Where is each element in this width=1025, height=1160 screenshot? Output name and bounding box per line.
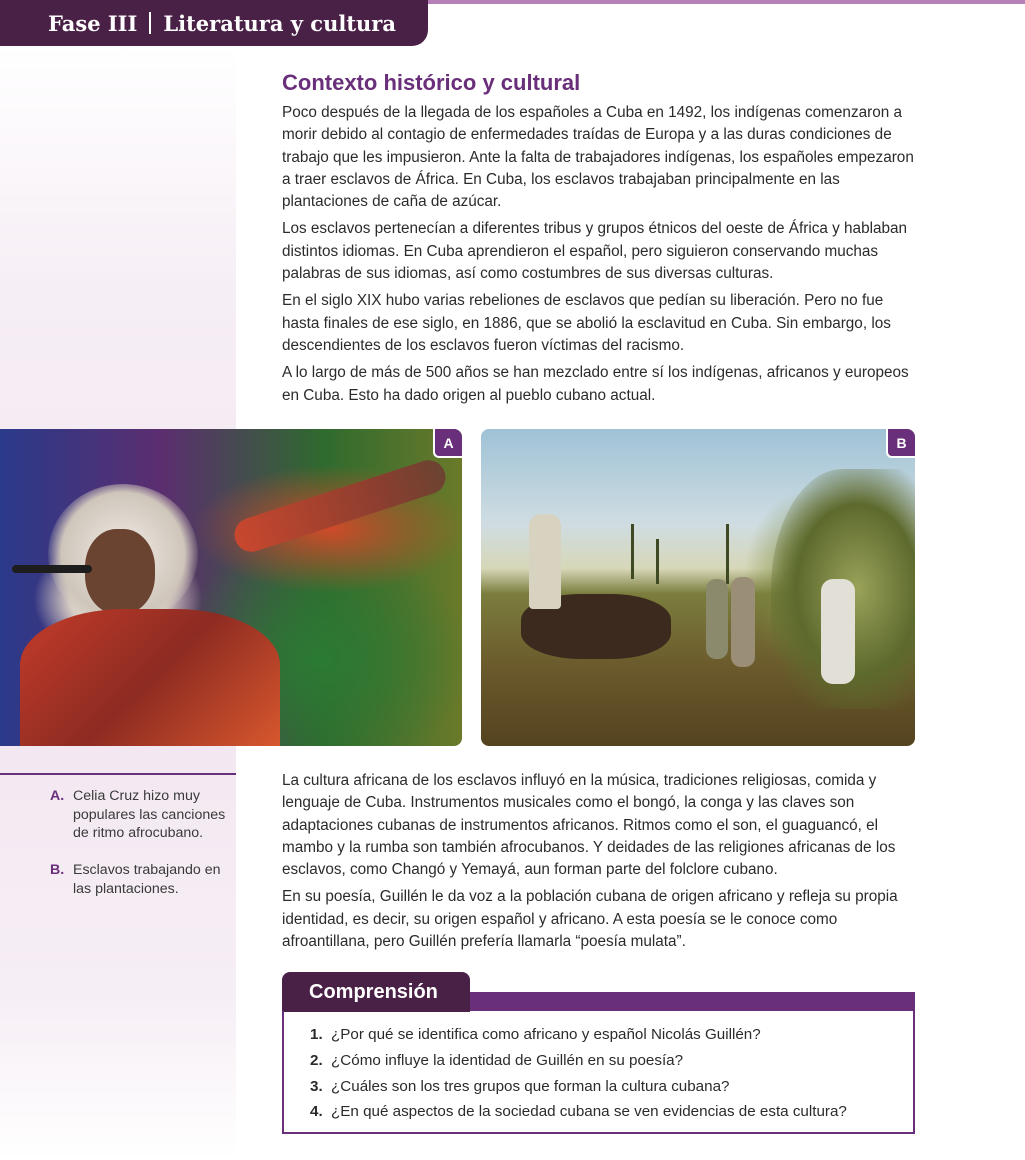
context-text bbox=[282, 102, 922, 412]
photo-badge-a: A bbox=[433, 429, 462, 458]
paragraph: A lo largo de más de 500 años se han mezclado entre sí los indígenas, africanos y europeos en Cuba. Esto ha dado origen al pueblo cubano actual. bbox=[282, 364, 909, 404]
section-title: Contexto histórico y cultural bbox=[282, 70, 581, 95]
phase-label: Fase III bbox=[48, 10, 138, 36]
photo-plantation bbox=[481, 429, 915, 746]
paragraph: En su poesía, Guillén le da voz a la población cubana de origen africano y refleja su propia identidad, es decir, su origen español y africano. A esta poesía se le conoce como afroantillana, pero Guillén prefería llamarla “poesía mulata”. bbox=[282, 888, 898, 951]
question-item bbox=[310, 1048, 847, 1074]
header-separator bbox=[149, 12, 151, 34]
rider bbox=[529, 514, 561, 609]
paragraph: Poco después de la llegada de los españoles a Cuba en 1492, los indígenas comenzaron a morir debido al contagio de enfermedades traídas de Europa y a las duras condiciones de trabajo que les impusieron. Ante la falta de trabajadores indígenas, los españoles empezaron a traer esclavos de África. En Cuba, los esclavos trabajaban principalmente en las plantaciones de caña de azúcar. bbox=[282, 104, 914, 211]
palm-tree bbox=[726, 524, 729, 584]
question-item bbox=[310, 1099, 847, 1125]
question-number: 3. bbox=[310, 1077, 323, 1095]
palm-tree bbox=[631, 524, 634, 579]
question-text: ¿Cuáles son los tres grupos que forman la cultura cubana? bbox=[331, 1077, 730, 1095]
microphone bbox=[12, 565, 92, 573]
page-header bbox=[0, 0, 428, 46]
singer-face bbox=[85, 529, 155, 614]
header-title: Literatura y cultura bbox=[163, 10, 396, 36]
caption-a bbox=[50, 787, 230, 843]
comprension-title: Comprensión bbox=[282, 972, 470, 1012]
caption-b bbox=[50, 861, 230, 898]
question-text: ¿Por qué se identifica como africano y español Nicolás Guillén? bbox=[331, 1026, 761, 1043]
overseer bbox=[821, 579, 855, 684]
worker bbox=[706, 579, 728, 659]
question-text: ¿En qué aspectos de la sociedad cubana se ven evidencias de esta cultura? bbox=[331, 1103, 847, 1121]
palm-tree bbox=[656, 539, 659, 584]
culture-text bbox=[282, 770, 922, 958]
photo-badge-b: B bbox=[886, 429, 915, 458]
question-item bbox=[310, 1022, 847, 1048]
question-number: 2. bbox=[310, 1051, 323, 1069]
caption-text: Celia Cruz hizo muy populares las canciones de ritmo afrocubano. bbox=[73, 788, 226, 841]
question-text: ¿Cómo influye la identidad de Guillén en su poesía? bbox=[331, 1051, 684, 1069]
singer-outfit bbox=[20, 609, 280, 746]
question-list bbox=[310, 1022, 847, 1125]
worker bbox=[731, 577, 755, 667]
caption-rule bbox=[0, 773, 236, 775]
top-rule bbox=[420, 0, 1025, 4]
caption-letter: B. bbox=[50, 862, 65, 878]
singer-arm bbox=[230, 456, 450, 556]
question-item bbox=[310, 1074, 847, 1100]
photo-singer bbox=[0, 429, 462, 746]
question-number: 1. bbox=[310, 1026, 323, 1043]
question-number: 4. bbox=[310, 1103, 323, 1121]
paragraph: La cultura africana de los esclavos influyó en la música, tradiciones religiosas, comida y lenguaje de Cuba. Instrumentos musicales como el bongó, la conga y las claves son adaptaciones cubanas de instrumentos africanos. Ritmos como el son, el guaguancó, el mambo y la rumba son también afrocubanos. Y deidades de las religiones africanas de los esclavos, como Changó y Yemayá, aun forman parte del folclore cubano. bbox=[282, 772, 896, 879]
caption-letter: A. bbox=[50, 788, 65, 804]
paragraph: Los esclavos pertenecían a diferentes tribus y grupos étnicos del oeste de África y hablaban distintos idiomas. En Cuba aprendieron el español, pero siguieron conservando muchas palabras de sus idiomas, así como costumbres de sus diversas culturas. bbox=[282, 220, 907, 283]
caption-text: Esclavos trabajando en las plantaciones. bbox=[73, 862, 221, 897]
paragraph: En el siglo XIX hubo varias rebeliones de esclavos que pedían su liberación. Pero no fue hasta finales de ese siglo, en 1886, que se abolió la esclavitud en Cuba. Sin embargo, los descendientes de los esclavos fueron víctimas del racismo. bbox=[282, 292, 891, 354]
